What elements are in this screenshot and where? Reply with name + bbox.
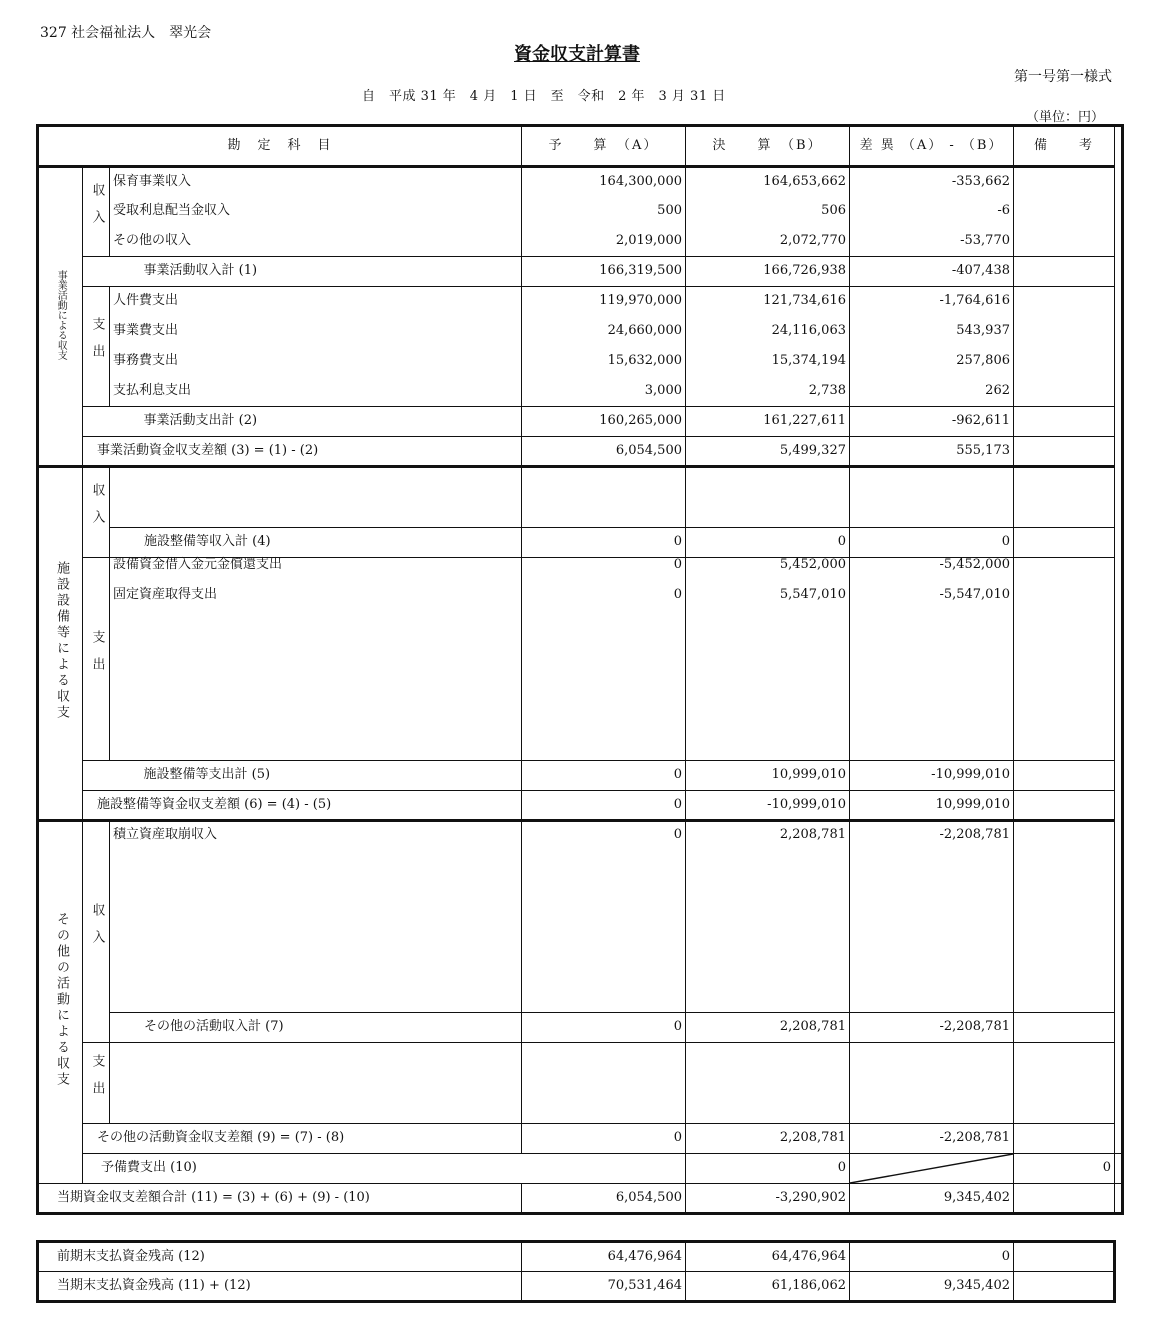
- actual-value: 61,186,062: [686, 1272, 850, 1302]
- difference-value: -5,547,010: [850, 588, 1014, 761]
- actual-value: 164,653,662: [686, 167, 850, 197]
- note-cell: [1014, 347, 1115, 377]
- balance-row: [38, 1124, 1123, 1154]
- document-title-text: 資金収支計算書: [514, 44, 640, 65]
- subtotal-row: [38, 257, 1123, 287]
- income-label: 収入: [83, 167, 110, 257]
- note-cell: [1014, 1184, 1115, 1214]
- note-cell: [1014, 1013, 1115, 1043]
- col-header-difference: 差 異 （A） - （B）: [850, 126, 1014, 167]
- table-row: [38, 317, 1123, 347]
- note-cell: [1014, 761, 1115, 791]
- difference-value: 555,173: [850, 437, 1014, 467]
- actual-value: 5,452,000: [686, 558, 850, 588]
- note-cell: [1014, 558, 1115, 588]
- subtotal-row: [38, 1013, 1123, 1043]
- expense-label: 支出: [83, 558, 110, 761]
- note-cell: [1014, 1272, 1115, 1302]
- note-cell: [1014, 791, 1115, 821]
- difference-value: -2,208,781: [850, 1124, 1014, 1154]
- actual-value: 2,208,781: [686, 821, 850, 1013]
- actual-value: 506: [686, 197, 850, 227]
- actual-value: 0: [686, 528, 850, 558]
- col-header-account: 勘 定 科 目: [38, 126, 522, 167]
- row-label: 受取利息配当金収入: [110, 197, 522, 227]
- actual-value: 5,499,327: [686, 437, 850, 467]
- actual-value: 64,476,964: [686, 1242, 850, 1272]
- note-cell: [1014, 437, 1115, 467]
- row-label: その他の収入: [110, 227, 522, 257]
- table-row: [38, 377, 1123, 407]
- budget-value: 0: [522, 1124, 686, 1154]
- row-label: その他の活動資金収支差額 (9) = (7) - (8): [83, 1124, 522, 1154]
- budget-value: 6,054,500: [522, 1184, 686, 1214]
- note-cell: [1115, 1154, 1123, 1184]
- total-row: [38, 1184, 1123, 1214]
- difference-value: -1,764,616: [850, 287, 1014, 317]
- expense-label: 支出: [83, 1043, 110, 1124]
- actual-value: 2,072,770: [686, 227, 850, 257]
- budget-value: 0: [522, 558, 686, 588]
- difference-value: -2,208,781: [850, 821, 1014, 1013]
- cash-flow-statement-table: [36, 124, 1124, 1215]
- row-label: その他の活動収入計 (7): [110, 1013, 522, 1043]
- actual-value: 2,208,781: [686, 1013, 850, 1043]
- table-header-row: [38, 126, 1123, 167]
- table-row: [38, 287, 1123, 317]
- row-label: 固定資産取得支出: [110, 588, 522, 761]
- subtotal-row: [38, 528, 1123, 558]
- difference-value: 262: [850, 377, 1014, 407]
- budget-value: 166,319,500: [522, 257, 686, 287]
- note-cell: [1014, 317, 1115, 347]
- row-label: 当期末支払資金残高 (11) + (12): [38, 1272, 522, 1302]
- row-label: 設備資金借入金元金償還支出: [110, 558, 522, 588]
- difference-value: 0: [850, 1242, 1014, 1272]
- actual-value: 24,116,063: [686, 317, 850, 347]
- note-cell: [1014, 1242, 1115, 1272]
- budget-value: 64,476,964: [522, 1242, 686, 1272]
- row-label: 予備費支出 (10): [83, 1154, 686, 1184]
- difference-value: -5,452,000: [850, 558, 1014, 588]
- note-cell: [1014, 377, 1115, 407]
- budget-value: 0: [686, 1154, 850, 1184]
- note-cell: [1014, 588, 1115, 761]
- table-row: [38, 467, 1123, 528]
- difference-value: -10,999,010: [850, 761, 1014, 791]
- budget-value: 0: [522, 528, 686, 558]
- note-cell: [1014, 167, 1115, 197]
- actual-value: 121,734,616: [686, 287, 850, 317]
- actual-value: 2,208,781: [686, 1124, 850, 1154]
- budget-value: 119,970,000: [522, 287, 686, 317]
- fund-balance-table: [36, 1240, 1116, 1303]
- difference-value: -2,208,781: [850, 1013, 1014, 1043]
- note-cell: [1014, 197, 1115, 227]
- row-label: 保育事業収入: [110, 167, 522, 197]
- budget-value: 0: [522, 791, 686, 821]
- table-row: [38, 197, 1123, 227]
- budget-value: 500: [522, 197, 686, 227]
- balance-row: [38, 791, 1123, 821]
- row-label: 施設整備等支出計 (5): [110, 761, 522, 791]
- row-label: 施設整備等資金収支差額 (6) = (4) - (5): [83, 791, 522, 821]
- difference-value: -962,611: [850, 407, 1014, 437]
- document-title: [0, 40, 1154, 66]
- balance-row: [38, 437, 1123, 467]
- difference-value: 0: [1014, 1154, 1115, 1184]
- row-label: 支払利息支出: [110, 377, 522, 407]
- budget-value: 0: [522, 761, 686, 791]
- expense-label: 支出: [83, 287, 110, 407]
- budget-value: 2,019,000: [522, 227, 686, 257]
- income-label: 収入: [83, 467, 110, 558]
- actual-value: -3,290,902: [686, 1184, 850, 1214]
- row-label: 積立資産取崩収入: [110, 821, 522, 1013]
- table-row: [38, 227, 1123, 257]
- table-row: [38, 558, 1123, 588]
- row-label: 事業活動収入計 (1): [110, 257, 522, 287]
- organization-name: 327 社会福祉法人 翠光会: [40, 25, 212, 41]
- row-label: 前期末支払資金残高 (12): [38, 1242, 522, 1272]
- actual-value: 15,374,194: [686, 347, 850, 377]
- row-label: 施設整備等収入計 (4): [110, 528, 522, 558]
- budget-value: 0: [522, 821, 686, 1013]
- diagonal-slash-cell: [850, 1154, 1014, 1184]
- budget-value: 70,531,464: [522, 1272, 686, 1302]
- difference-value: -353,662: [850, 167, 1014, 197]
- row-label: 当期資金収支差額合計 (11) = (3) + (6) + (9) - (10): [38, 1184, 522, 1214]
- currency-unit: （単位：円）: [1025, 110, 1104, 125]
- row-label: 事務費支出: [110, 347, 522, 377]
- difference-value: -53,770: [850, 227, 1014, 257]
- budget-value: 3,000: [522, 377, 686, 407]
- table-row: [38, 1242, 1115, 1272]
- diagonal-line-icon: [850, 1154, 1013, 1183]
- table-row: [38, 588, 1123, 761]
- income-label: 収入: [83, 821, 110, 1043]
- actual-value: 2,738: [686, 377, 850, 407]
- fiscal-period: 自 平成 31 年 4 月 1 日 至 令和 2 年 3 月 31 日: [362, 89, 726, 104]
- budget-value: 6,054,500: [522, 437, 686, 467]
- row-label: 事業活動支出計 (2): [110, 407, 522, 437]
- budget-value: 15,632,000: [522, 347, 686, 377]
- actual-value: -10,999,010: [686, 791, 850, 821]
- note-cell: [1014, 821, 1115, 1013]
- category-other-activities: その他の活動による収支: [38, 821, 83, 1184]
- note-cell: [1014, 257, 1115, 287]
- subtotal-row: [38, 407, 1123, 437]
- table-row: [38, 1043, 1123, 1124]
- subtotal-row: [38, 761, 1123, 791]
- difference-value: 0: [850, 528, 1014, 558]
- budget-value: 0: [522, 588, 686, 761]
- col-header-note: 備 考: [1014, 126, 1115, 167]
- difference-value: 10,999,010: [850, 791, 1014, 821]
- budget-value: 164,300,000: [522, 167, 686, 197]
- reserve-row: [38, 1154, 1123, 1184]
- col-header-budget: 予 算 （A）: [522, 126, 686, 167]
- table-row: [38, 347, 1123, 377]
- col-header-actual: 決 算 （B）: [686, 126, 850, 167]
- note-cell: [1014, 528, 1115, 558]
- table-row: [38, 167, 1123, 197]
- note-cell: [1014, 407, 1115, 437]
- actual-value: 166,726,938: [686, 257, 850, 287]
- form-number: 第一号第一様式: [1014, 69, 1112, 85]
- budget-value: 160,265,000: [522, 407, 686, 437]
- category-business-activities: 事業活動による収支: [38, 167, 83, 467]
- difference-value: -407,438: [850, 257, 1014, 287]
- row-label: 事業活動資金収支差額 (3) = (1) - (2): [83, 437, 522, 467]
- category-facility-activities: 施設設備等による収支: [38, 467, 83, 821]
- actual-value: 161,227,611: [686, 407, 850, 437]
- actual-value: 10,999,010: [686, 761, 850, 791]
- table-row: [38, 1272, 1115, 1302]
- difference-value: 543,937: [850, 317, 1014, 347]
- actual-value: 5,547,010: [686, 588, 850, 761]
- difference-value: 9,345,402: [850, 1184, 1014, 1214]
- difference-value: -6: [850, 197, 1014, 227]
- row-label: 人件費支出: [110, 287, 522, 317]
- difference-value: 257,806: [850, 347, 1014, 377]
- note-cell: [1014, 287, 1115, 317]
- note-cell: [1014, 1124, 1115, 1154]
- budget-value: 24,660,000: [522, 317, 686, 347]
- note-cell: [1014, 227, 1115, 257]
- row-label: 事業費支出: [110, 317, 522, 347]
- budget-value: 0: [522, 1013, 686, 1043]
- difference-value: 9,345,402: [850, 1272, 1014, 1302]
- table-row: [38, 821, 1123, 1013]
